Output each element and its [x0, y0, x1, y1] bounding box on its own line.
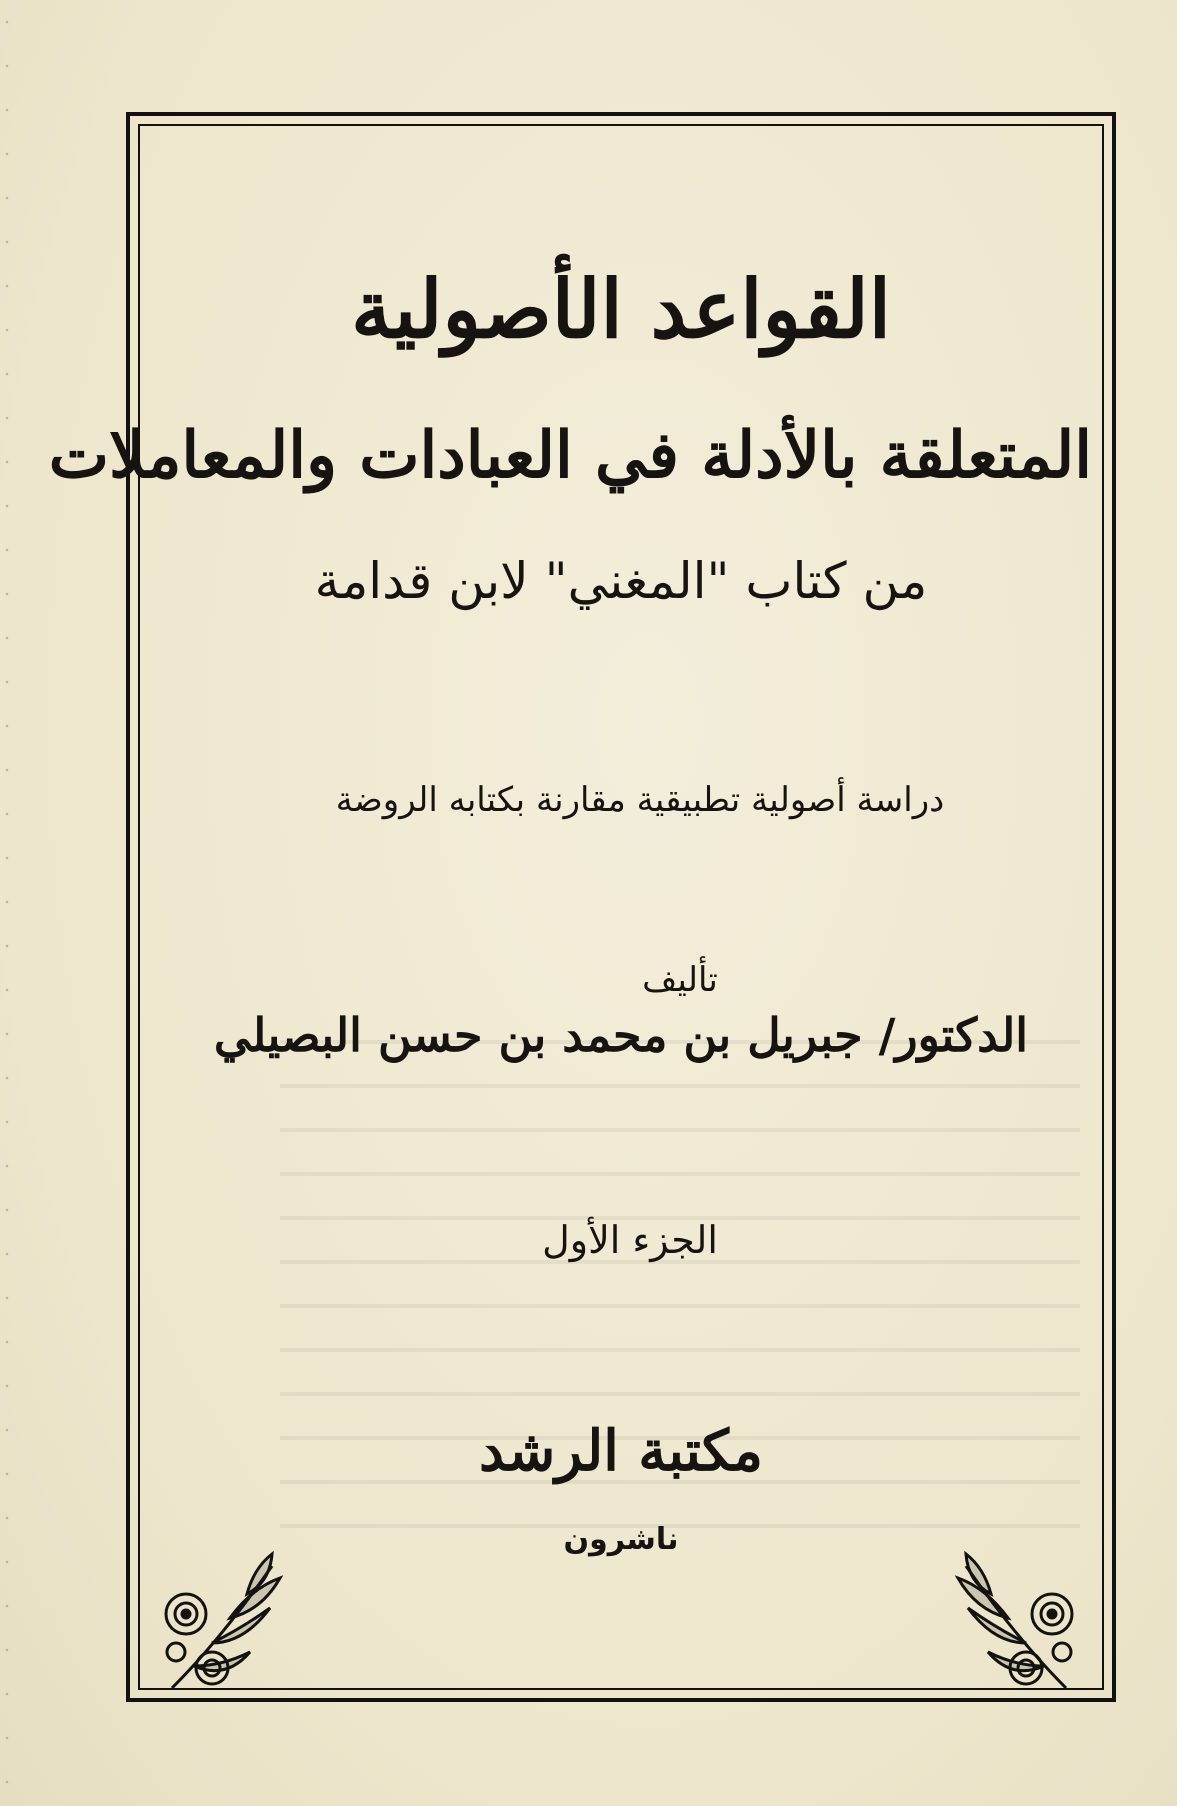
book-title: القواعد الأصولية	[351, 262, 891, 356]
floral-branch-icon	[152, 1548, 292, 1698]
author-label: تأليف	[642, 960, 718, 1000]
volume-label: الجزء الأول	[542, 1218, 718, 1262]
study-description: دراسة أصولية تطبيقية مقارنة بكتابه الروضة	[335, 780, 945, 820]
floral-branch-icon	[946, 1548, 1086, 1698]
publisher-name: مكتبة الرشد	[478, 1418, 764, 1484]
book-subtitle: المتعلقة بالأدلة في العبادات والمعاملات	[48, 418, 1092, 493]
author-name: الدكتور/ جبريل بن محمد بن حسن البصيلي	[213, 1008, 1029, 1062]
publisher-role: ناشرون	[563, 1522, 679, 1557]
binding-dots	[4, 0, 10, 1806]
source-line: من كتاب "المغني" لابن قدامة	[314, 552, 928, 610]
